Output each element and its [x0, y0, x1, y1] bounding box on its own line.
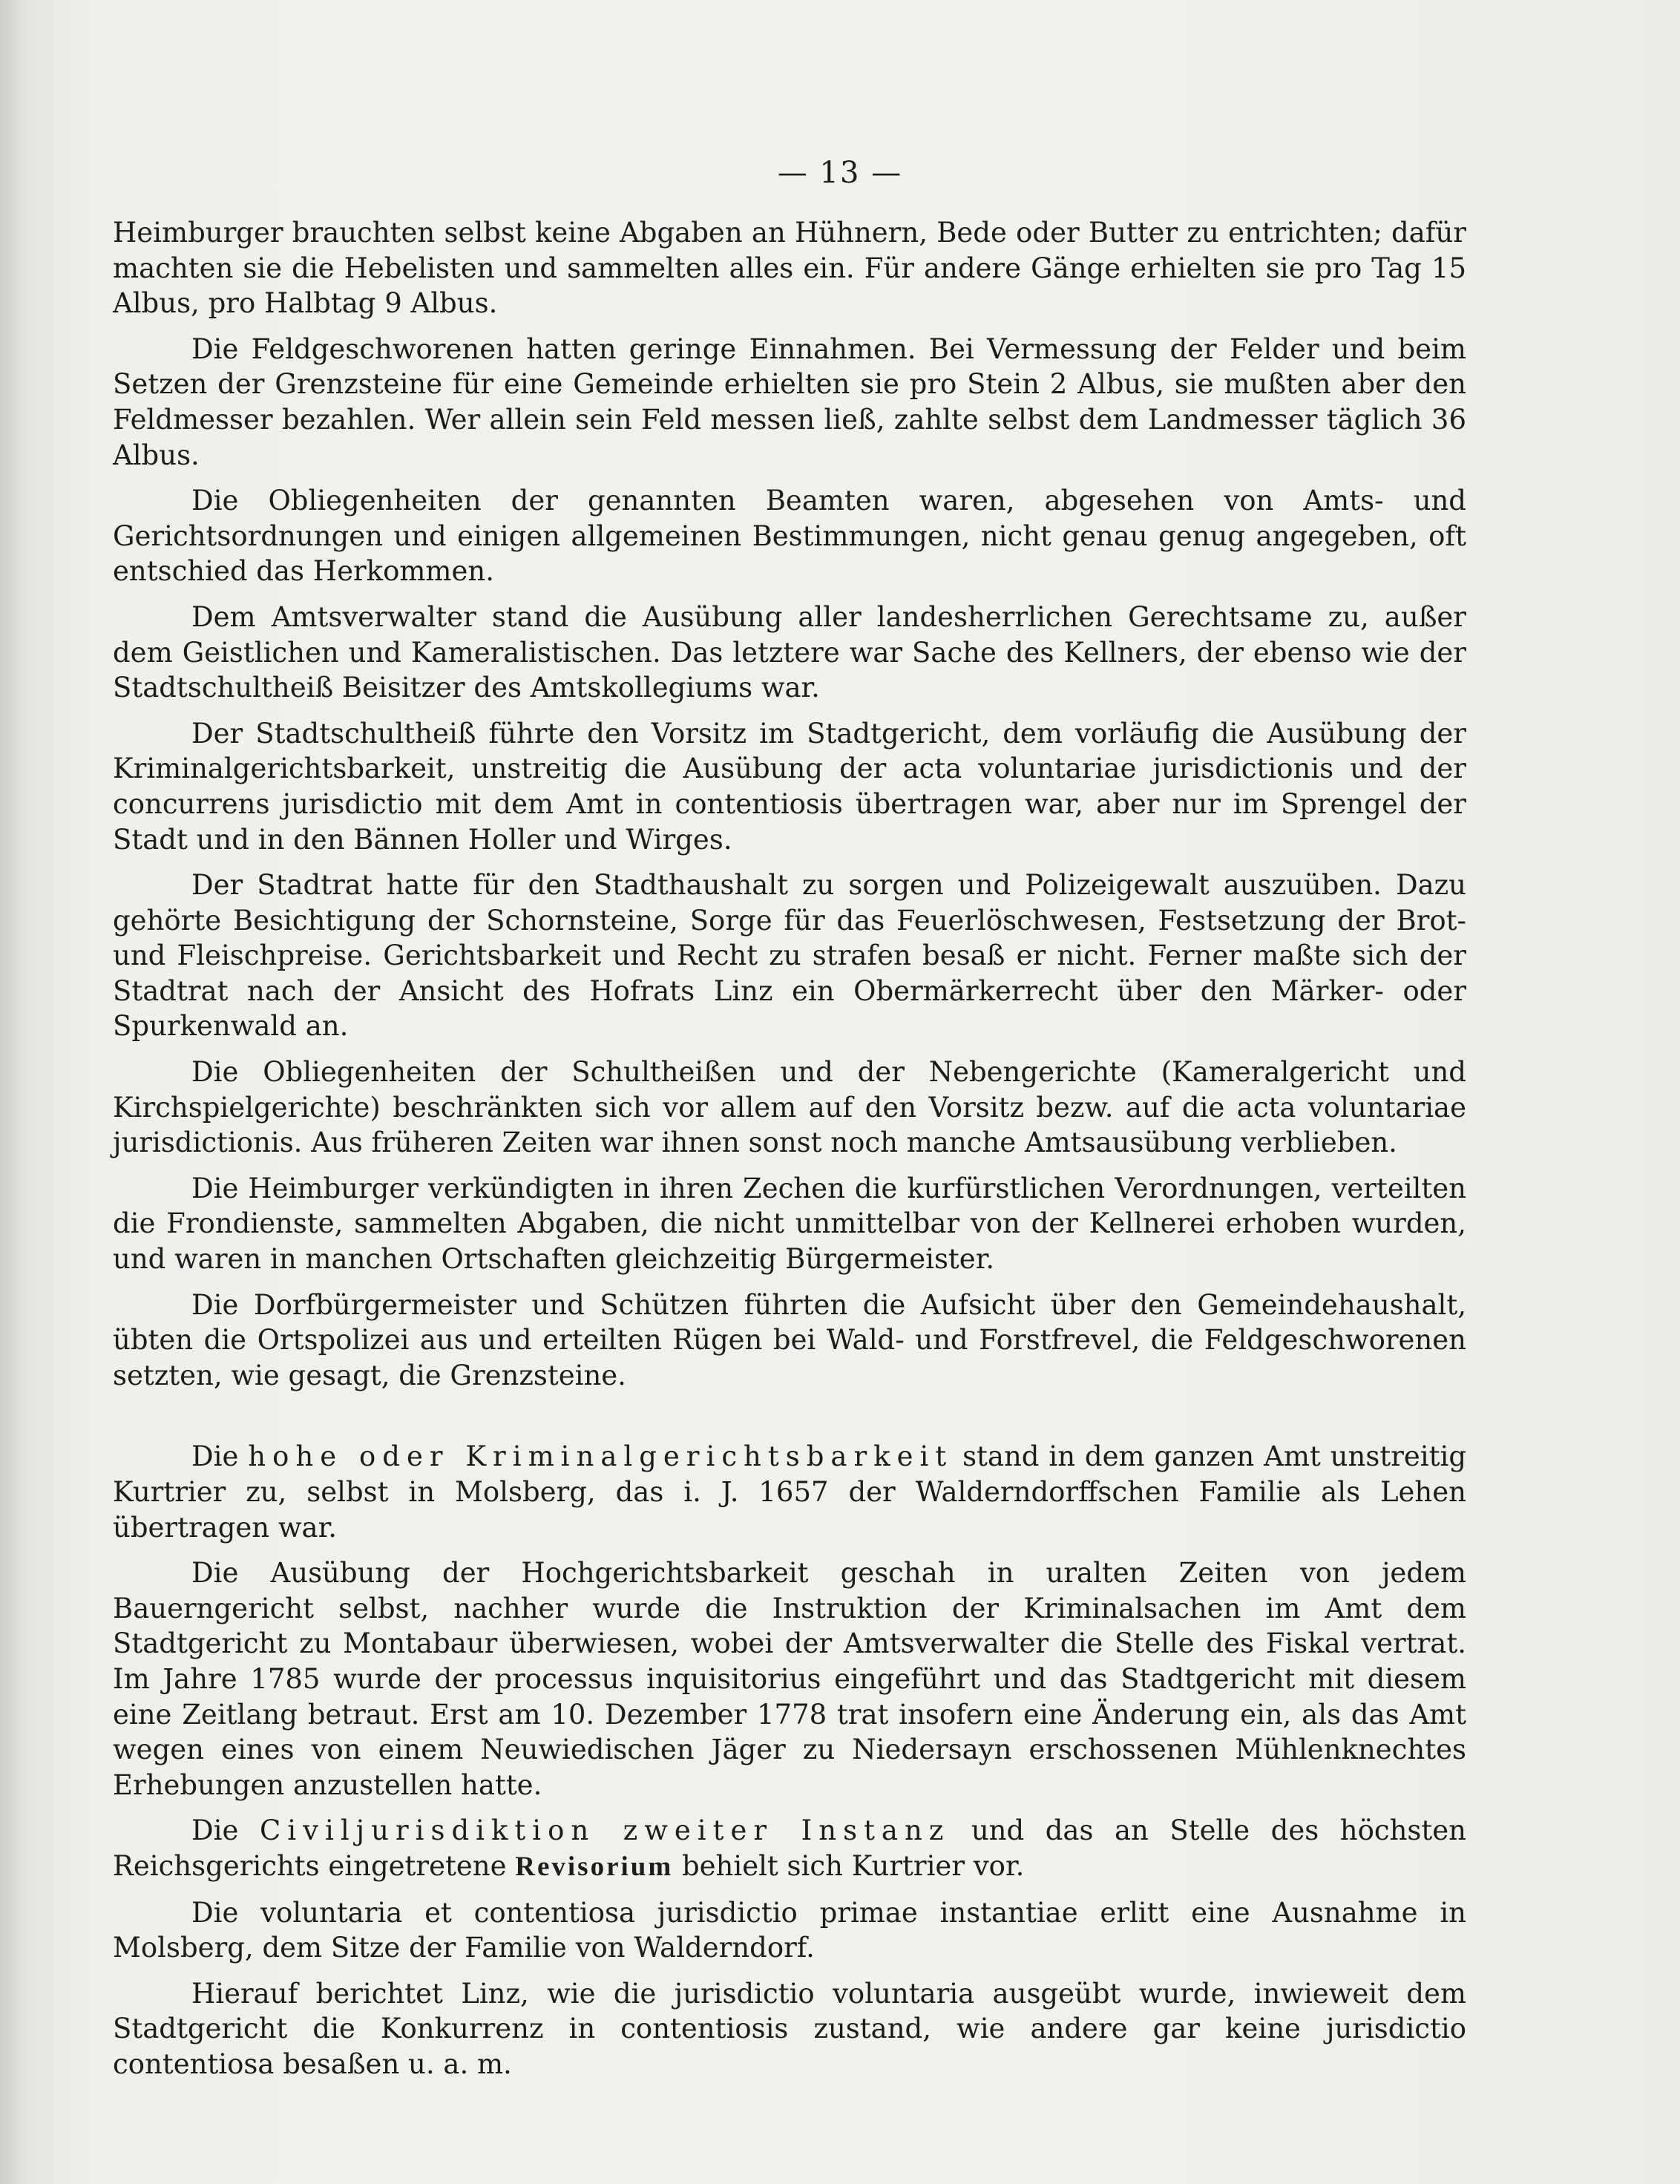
paragraph-amtsverwalter: Dem Amtsverwalter stand die Ausübung aller landesherrlichen Gerechtsame zu, außer dem Geistlichen und Kameralistischen. Das letztere war Sache des Kellners, der ebenso wie der Stadtschultheiß Beisitzer des Amtskollegiums war. [113, 600, 1466, 704]
paragraph-kriminalgerichtsbarkeit-lead: Die [191, 1440, 249, 1473]
bold-term-revisorium: Revisorium [515, 1851, 674, 1882]
paragraph-civiljurisdiktion-middle: und das an Stelle des höchsten Reichsgerichts eingetretene [113, 1814, 1466, 1882]
paragraph-civiljurisdiktion [113, 1813, 1466, 1884]
paragraph-linz-bericht: Hierauf berichtet Linz, wie die jurisdictio voluntaria ausgeübt wurde, inwieweit dem Stadtgericht die Konkurrenz in contentiosis zustand, wie andere gar keine jurisdictio contentiosa besaßen u. a. m. [113, 1977, 1466, 2080]
paragraph-heimburger-verkuendigten: Die Heimburger verkündigten in ihren Zechen die kurfürstlichen Verordnungen, verteilten die Frondienste, sammelten Abgaben, die nicht unmittelbar von der Kellnerei erhoben wurden, und waren in manchen Ortschaften gleichzeitig Bürgermeister. [113, 1172, 1466, 1276]
paragraph-kriminalgerichtsbarkeit-rest: stand in dem ganzen Amt unstreitig Kurtrier zu, selbst in Molsberg, das i. J. 1657 der Walderndorffschen Familie als Lehen übertragen war. [113, 1440, 1466, 1544]
paragraph-dorfbuergermeister: Die Dorfbürgermeister und Schützen führten die Aufsicht über den Gemeindehaushalt, übten die Ortspolizei aus und erteilten Rügen bei Wald- und Forstfrevel, die Feldgeschworenen setzten, wie gesagt, die Grenzsteine. [113, 1288, 1466, 1391]
paragraph-feldgeschworenen: Die Feldgeschworenen hatten geringe Einnahmen. Bei Vermessung der Felder und beim Setzen der Grenzsteine für eine Gemeinde erhielten sie pro Stein 2 Albus, sie mußten aber den Feldmesser bezahlen. Wer allein sein Feld messen ließ, zahlte selbst dem Landmesser täglich 36 Albus. [113, 332, 1466, 471]
paragraph-kriminalgerichtsbarkeit [113, 1439, 1466, 1545]
spaced-term-kriminalgerichtsbarkeit: hohe oder Kriminalgerichtsbarkeit [248, 1440, 954, 1473]
paragraph-voluntaria-molsberg: Die voluntaria et contentiosa jurisdictio primae instantiae erlitt eine Ausnahme in Molsberg, dem Sitze der Familie von Walderndorf. [113, 1896, 1466, 1964]
paragraph-heimburger-abgaben: Heimburger brauchten selbst keine Abgaben an Hühnern, Bede oder Butter zu entrichten; dafür machten sie die Hebelisten und sammelten alles ein. Für andere Gänge erhielten sie pro Tag 15 Albus, pro Halbtag 9 Albus. [113, 217, 1466, 320]
body-text [113, 215, 1466, 2093]
paragraph-stadtrat: Der Stadtrat hatte für den Stadthaushalt zu sorgen und Polizeigewalt auszuüben. Dazu gehörte Besichtigung der Schornsteine, Sorge für das Feuerlöschwesen, Festsetzung der Brot- und Fleischpreise. Gerichtsbarkeit und Recht zu strafen besaß er nicht. Ferner maßte sich der Stadtrat nach der Ansicht des Hofrats Linz ein Obermärkerrecht über den Märker- oder Spurkenwald an. [113, 869, 1466, 1043]
paragraph-civiljurisdiktion-lead: Die [191, 1814, 260, 1847]
paragraph-obliegenheiten-beamten: Die Obliegenheiten der genannten Beamten waren, abgesehen von Amts- und Gerichtsordnungen und einigen allgemeinen Bestimmungen, nicht genau genug angegeben, oft entschied das Herkommen. [113, 485, 1466, 588]
paragraph-civiljurisdiktion-rest: behielt sich Kurtrier vor. [673, 1849, 1025, 1882]
paragraph-schultheissen-nebengerichte: Die Obliegenheiten der Schultheißen und der Nebengerichte (Kameralgericht und Kirchspielgerichte) beschränkten sich vor allem auf den Vorsitz bezw. auf die acta voluntariae jurisdictionis. Aus früheren Zeiten war ihnen sonst noch manche Amtsausübung verblieben. [113, 1056, 1466, 1159]
page-number: — 13 — [777, 156, 903, 190]
paragraph-stadtschultheiss: Der Stadtschultheiß führte den Vorsitz im Stadtgericht, dem vorläufig die Ausübung der Kriminalgerichtsbarkeit, unstreitig die Ausübung der acta voluntariae jurisdictionis und der concurrens jurisdictio mit dem Amt in contentiosis übertragen war, aber nur im Sprengel der Stadt und in den Bännen Holler und Wirges. [113, 717, 1466, 856]
spaced-term-civiljurisdiktion: Civiljurisdiktion zweiter Instanz [259, 1814, 951, 1847]
paragraph-hochgerichtsbarkeit: Die Ausübung der Hochgerichtsbarkeit geschah in uralten Zeiten von jedem Bauerngericht selbst, nachher wurde die Instruktion der Kriminalsachen im Amt dem Stadtgericht zu Montabaur überwiesen, wobei der Amtsverwalter die Stelle des Fiskal vertrat. Im Jahre 1785 wurde der processus inquisitorius eingeführt und das Stadtgericht mit diesem eine Zeitlang betraut. Erst am 10. Dezember 1778 trat insofern eine Änderung ein, als das Amt wegen eines von einem Neuwiedischen Jäger zu Niedersayn erschossenen Mühlenknechtes Erhebungen anzustellen hatte. [113, 1557, 1466, 1801]
